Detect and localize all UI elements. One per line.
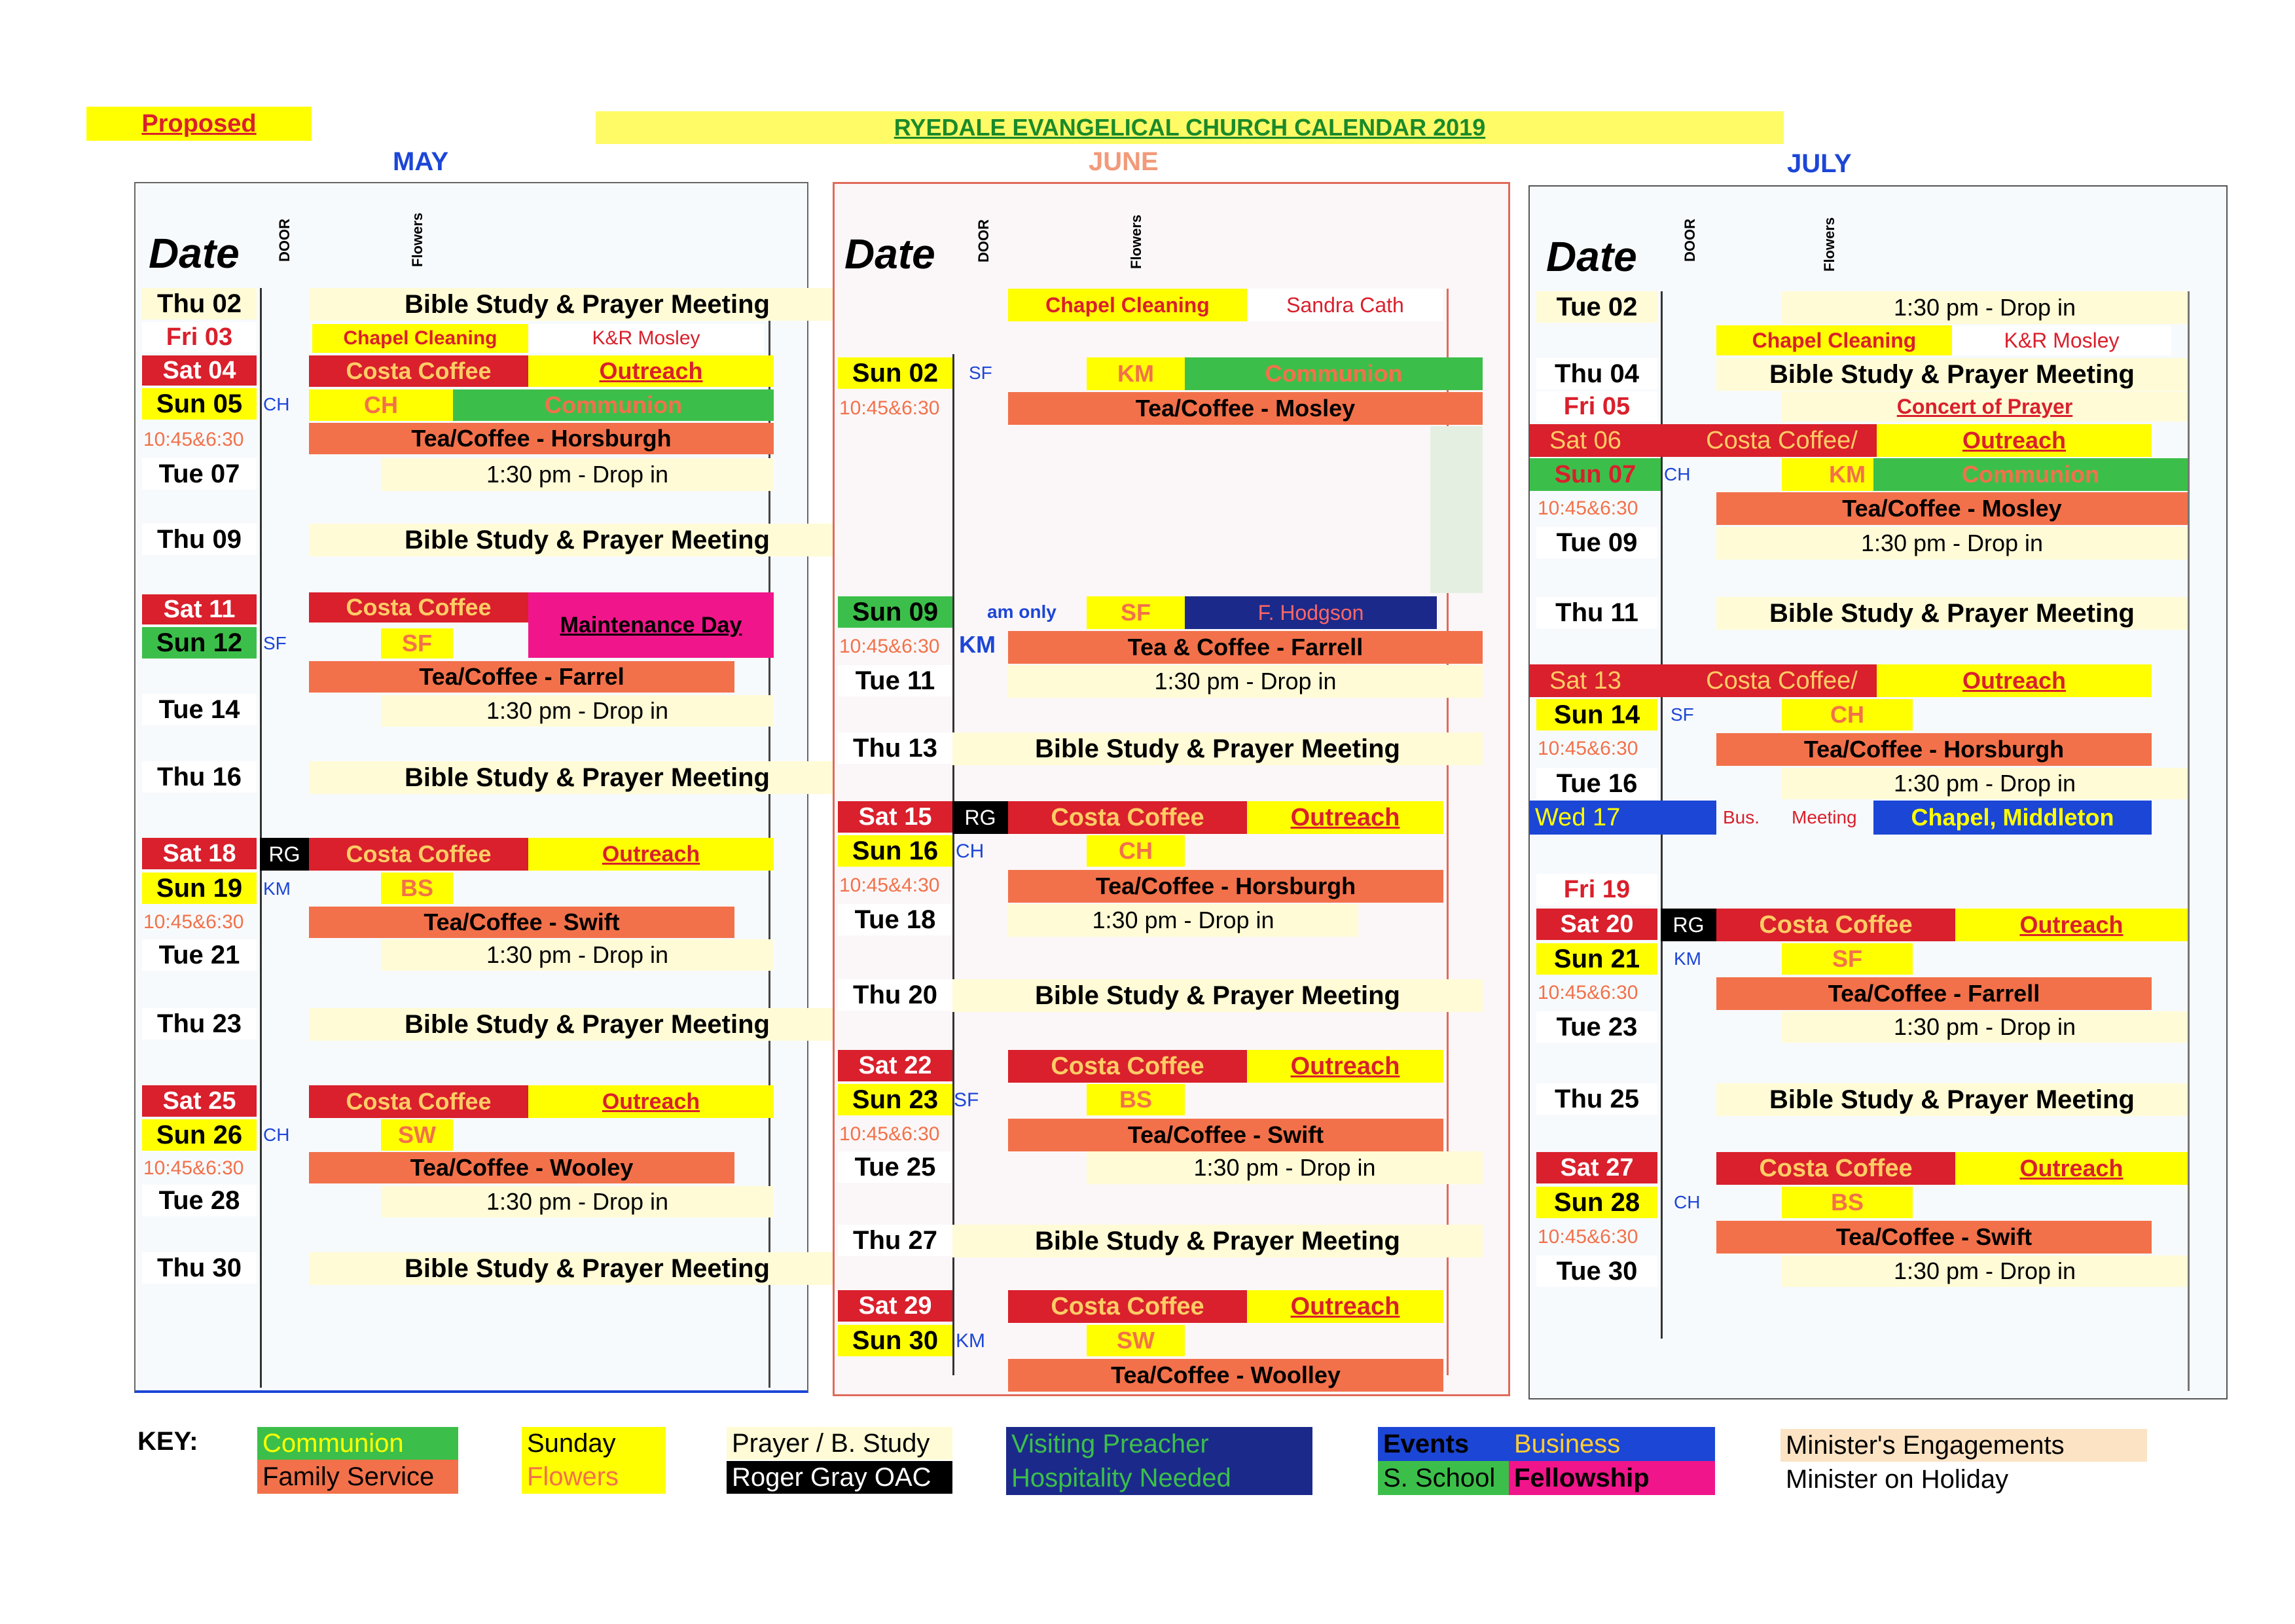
door-code: RG — [260, 838, 309, 871]
date-cell: Thu 09 — [142, 524, 257, 555]
door-code: KM — [959, 631, 996, 658]
event-bar: 1:30 pm - Drop in — [1782, 1255, 2188, 1287]
key-communion: Communion — [257, 1427, 458, 1460]
date-cell: Sat 13 — [1530, 664, 1716, 697]
date-cell: Sun 28 — [1536, 1187, 1657, 1218]
event-bar: Costa Coffee — [309, 355, 528, 387]
event-bar: Bible Study & Prayer Meeting — [309, 1252, 865, 1285]
event-bar: Costa Coffee — [309, 592, 528, 623]
date-cell: Thu 27 — [838, 1225, 952, 1256]
event-bar: Chapel, Middleton — [1873, 801, 2152, 835]
date-cell: Thu 16 — [142, 761, 257, 793]
page-title: RYEDALE EVANGELICAL CHURCH CALENDAR 2019 — [596, 111, 1784, 144]
date-cell: Sat 18 — [142, 838, 257, 869]
event-bar: Bible Study & Prayer Meeting — [1716, 597, 2188, 630]
event-bar: Bible Study & Prayer Meeting — [952, 732, 1483, 765]
service-times: 10:45&4:30 — [839, 875, 940, 896]
key-business: Business — [1509, 1427, 1715, 1461]
date-cell: Sat 06 — [1530, 424, 1716, 457]
service-times: 10:45&6:30 — [839, 1123, 940, 1145]
key-prayer: Prayer / B. Study — [727, 1427, 952, 1460]
event-bar: Tea/Coffee - Farrell — [1716, 977, 2152, 1010]
event-bar: 1:30 pm - Drop in — [1782, 768, 2188, 799]
flowers-header: Flowers — [1128, 214, 1144, 269]
event-bar: Chapel Cleaning — [1716, 325, 1952, 355]
door-code: CH — [1664, 464, 1691, 484]
date-cell: Thu 02 — [142, 288, 257, 319]
event-bar: Bible Study & Prayer Meeting — [952, 979, 1483, 1012]
flowers-code: BS — [1782, 1187, 1913, 1218]
date-header: Date — [844, 230, 935, 278]
date-cell: Tue 21 — [142, 939, 257, 971]
event-bar: Communion — [1873, 458, 2188, 491]
service-times: 10:45&6:30 — [839, 636, 940, 657]
door-code: KM — [956, 1330, 985, 1352]
date-cell: Sat 20 — [1536, 909, 1657, 940]
event-bar: Tea/Coffee - Mosley — [1716, 492, 2188, 525]
event-bar: Costa Coffee — [1008, 1290, 1247, 1323]
date-header: Date — [1546, 233, 1637, 280]
event-bar: Bible Study & Prayer Meeting — [309, 524, 865, 556]
date-cell: Sun 09 — [838, 596, 952, 628]
event-bar: K&R Mosley — [1952, 325, 2171, 355]
date-cell: Tue 16 — [1536, 768, 1657, 799]
event-bar: Tea & Coffee - Farrell — [1008, 631, 1483, 664]
date-cell: Sun 30 — [838, 1325, 952, 1356]
month-may: MAY — [393, 147, 449, 176]
door-code: CH — [263, 1125, 290, 1145]
event-bar: 1:30 pm - Drop in — [381, 939, 774, 971]
flowers-code: CH — [1782, 699, 1913, 731]
flowers-code: SF — [1087, 596, 1185, 629]
door-code: KM — [1674, 948, 1701, 969]
date-cell: Sat 11 — [142, 594, 257, 624]
proposed-label: Proposed — [86, 107, 312, 141]
date-cell: Sat 22 — [838, 1050, 952, 1081]
key-family-service: Family Service — [257, 1460, 458, 1494]
date-cell: Thu 25 — [1536, 1083, 1657, 1115]
event-bar: Bible Study & Prayer Meeting — [1716, 1083, 2188, 1116]
date-header: Date — [149, 230, 240, 277]
event-bar: Costa Coffee/ — [1684, 424, 1880, 457]
key-title: KEY: — [137, 1427, 198, 1456]
key-visiting-preacher: Visiting Preacher — [1006, 1427, 1312, 1461]
date-cell: Sun 02 — [838, 357, 952, 389]
event-bar: Outreach — [1247, 1050, 1443, 1083]
key-ministers-engagements: Minister's Engagements — [1780, 1429, 2147, 1462]
event-bar: Communion — [453, 389, 774, 421]
event-bar: 1:30 pm - Drop in — [1716, 527, 2188, 560]
date-cell: Tue 25 — [838, 1151, 952, 1183]
event-bar: Costa Coffee/ — [1684, 664, 1880, 697]
flowers-code: KM — [1087, 357, 1185, 390]
date-cell: Tue 02 — [1536, 291, 1657, 323]
event-bar: Sandra Cath — [1247, 289, 1443, 321]
flowers-code: SF — [381, 628, 453, 659]
date-cell: Tue 23 — [1536, 1011, 1657, 1043]
event-bar: 1:30 pm - Drop in — [1087, 1151, 1483, 1184]
date-cell: Sun 05 — [142, 388, 257, 420]
key-fellowship: Fellowship — [1509, 1461, 1715, 1495]
date-cell: Sat 04 — [142, 355, 257, 386]
door-code: SF — [263, 633, 287, 653]
date-cell: Sun 26 — [142, 1119, 257, 1151]
flowers-code: CH — [1087, 835, 1185, 867]
date-cell: Fri 19 — [1536, 874, 1657, 905]
date-cell: Tue 30 — [1536, 1255, 1657, 1287]
event-bar: Costa Coffee — [1716, 909, 1955, 941]
flowers-code: SW — [381, 1119, 453, 1151]
key-events: Events — [1378, 1427, 1509, 1461]
date-cell: Sat 15 — [838, 801, 952, 833]
flowers-header: Flowers — [409, 212, 425, 267]
event-bar: Tea/Coffee - Wooley — [309, 1152, 734, 1183]
key-roger-gray: Roger Gray OAC — [727, 1461, 952, 1494]
date-cell: Sun 23 — [838, 1084, 952, 1115]
date-cell: Tue 07 — [142, 458, 257, 490]
flowers-code: CH — [309, 389, 453, 421]
july-panel — [1528, 185, 2228, 1399]
event-bar: Chapel Cleaning — [312, 324, 528, 353]
door-code: RG — [952, 801, 1008, 834]
key-flowers: Flowers — [522, 1460, 666, 1494]
event-bar: Bible Study & Prayer Meeting — [309, 288, 865, 321]
flowers-code: KM — [1782, 458, 1913, 491]
service-times: 10:45&6:30 — [1538, 738, 1638, 759]
door-code: CH — [1674, 1192, 1701, 1212]
door-code: SF — [1671, 704, 1694, 725]
date-cell: Thu 20 — [838, 979, 952, 1011]
date-cell: Tue 11 — [838, 665, 952, 696]
month-july: JULY — [1787, 149, 1852, 178]
date-cell: Thu 11 — [1536, 597, 1657, 628]
flowers-code: BS — [1087, 1084, 1185, 1115]
door-code: am only — [987, 602, 1057, 622]
may-panel — [134, 182, 808, 1393]
event-bar: Communion — [1185, 357, 1483, 390]
door-code: CH — [263, 394, 290, 414]
date-cell: Fri 03 — [142, 322, 257, 352]
event-bar: Outreach — [528, 838, 774, 871]
event-bar: Tea/Coffee - Swift — [1008, 1119, 1443, 1151]
june-panel — [833, 182, 1510, 1396]
event-bar: 1:30 pm - Drop in — [1782, 1011, 2188, 1043]
event-bar: Tea/Coffee - Woolley — [1008, 1359, 1443, 1392]
event-bar: Outreach — [528, 355, 774, 387]
date-cell: Sun 07 — [1530, 458, 1661, 491]
event-bar: Concert of Prayer — [1782, 391, 2188, 422]
service-times: 10:45&6:30 — [143, 1157, 244, 1179]
flowers-header: Flowers — [1821, 217, 1837, 272]
event-bar: K&R Mosley — [528, 324, 764, 353]
key-sunday-school: S. School — [1378, 1461, 1509, 1495]
event-bar: Outreach — [1877, 424, 2152, 457]
flowers-code: BS — [381, 873, 453, 904]
event-bar: Tea/Coffee - Swift — [309, 907, 734, 938]
event-bar: Outreach — [1877, 664, 2152, 697]
service-times: 10:45&6:30 — [1538, 497, 1638, 519]
event-bar: 1:30 pm - Drop in — [381, 695, 774, 727]
date-cell: Sun 19 — [142, 873, 257, 904]
event-bar: Costa Coffee — [1716, 1152, 1955, 1185]
flowers-code: SW — [1087, 1325, 1185, 1356]
date-cell: Tue 28 — [142, 1185, 257, 1216]
flowers-code: SF — [1782, 943, 1913, 975]
key-hospitality: Hospitality Needed — [1006, 1461, 1312, 1495]
date-cell: Thu 04 — [1536, 358, 1657, 389]
event-bar: Outreach — [1955, 909, 2188, 941]
event-bar: Tea/Coffee - Horsburgh — [1716, 733, 2152, 766]
event-bar: Outreach — [528, 1085, 774, 1118]
event-bar: Costa Coffee — [1008, 1050, 1247, 1083]
door-code: KM — [263, 878, 291, 899]
door-code: RG — [1661, 909, 1716, 941]
door-code: SF — [969, 363, 992, 383]
service-times: 10:45&6:30 — [143, 911, 244, 933]
event-bar: Chapel Cleaning — [1008, 289, 1247, 321]
date-cell: Wed 17 — [1530, 801, 1716, 835]
key-sunday: Sunday — [522, 1427, 666, 1460]
door-code: SF — [954, 1089, 979, 1111]
service-times: 10:45&6:30 — [1538, 1226, 1638, 1248]
event-bar: 1:30 pm - Drop in — [1008, 665, 1483, 698]
event-bar: Costa Coffee — [1008, 801, 1247, 834]
event-bar: Bible Study & Prayer Meeting — [309, 761, 865, 794]
door-header: DOOR — [1682, 219, 1698, 262]
service-times: 10:45&6:30 — [839, 397, 940, 419]
date-cell: Sun 21 — [1536, 943, 1657, 975]
door-header: DOOR — [975, 219, 992, 262]
event-bar: 1:30 pm - Drop in — [381, 1186, 774, 1218]
date-cell: Fri 05 — [1536, 391, 1657, 422]
event-bar: Tea/Coffee - Mosley — [1008, 392, 1483, 425]
date-cell: Sat 29 — [838, 1290, 952, 1322]
event-bar: Tea/Coffee - Swift — [1716, 1221, 2152, 1254]
service-times: 10:45&6:30 — [143, 429, 244, 450]
month-june: JUNE — [1089, 147, 1159, 176]
event-bar: Maintenance Day — [528, 592, 774, 658]
event-bar: Outreach — [1955, 1152, 2188, 1185]
date-cell: Tue 09 — [1536, 527, 1657, 558]
event-bar: 1:30 pm - Drop in — [1782, 291, 2188, 324]
date-cell: Sat 25 — [142, 1085, 257, 1117]
date-cell: Sun 14 — [1536, 699, 1657, 731]
event-bar: Costa Coffee — [309, 1085, 528, 1118]
event-bar: Tea/Coffee - Horsburgh — [309, 423, 774, 454]
date-cell: Tue 18 — [838, 904, 952, 935]
event-bar: 1:30 pm - Drop in — [381, 458, 774, 491]
event-bar: Outreach — [1247, 801, 1443, 834]
event-bar: Costa Coffee — [309, 838, 528, 871]
event-bar: Outreach — [1247, 1290, 1443, 1323]
door-header: DOOR — [276, 219, 293, 262]
date-cell: Sun 12 — [142, 627, 257, 659]
event-label: Bus. — [1723, 807, 1760, 827]
event-bar: Bible Study & Prayer Meeting — [309, 1008, 865, 1041]
date-cell: Sun 16 — [838, 835, 952, 867]
date-cell: Sat 27 — [1536, 1152, 1657, 1183]
event-bar: Tea/Coffee - Horsburgh — [1008, 870, 1443, 903]
date-cell: Thu 23 — [142, 1008, 257, 1039]
event-label: Meeting — [1792, 807, 1857, 827]
event-bar: 1:30 pm - Drop in — [1008, 904, 1358, 937]
date-cell: Thu 13 — [838, 732, 952, 764]
event-bar: Bible Study & Prayer Meeting — [1716, 358, 2188, 391]
door-code: CH — [956, 840, 985, 862]
event-bar: F. Hodgson — [1185, 596, 1437, 629]
event-bar: Bible Study & Prayer Meeting — [952, 1225, 1483, 1257]
date-cell: Thu 30 — [142, 1252, 257, 1284]
service-times: 10:45&6:30 — [1538, 982, 1638, 1003]
key-minister-holiday: Minister on Holiday — [1780, 1463, 2147, 1496]
date-cell: Tue 14 — [142, 694, 257, 725]
event-bar: Tea/Coffee - Farrel — [309, 661, 734, 693]
